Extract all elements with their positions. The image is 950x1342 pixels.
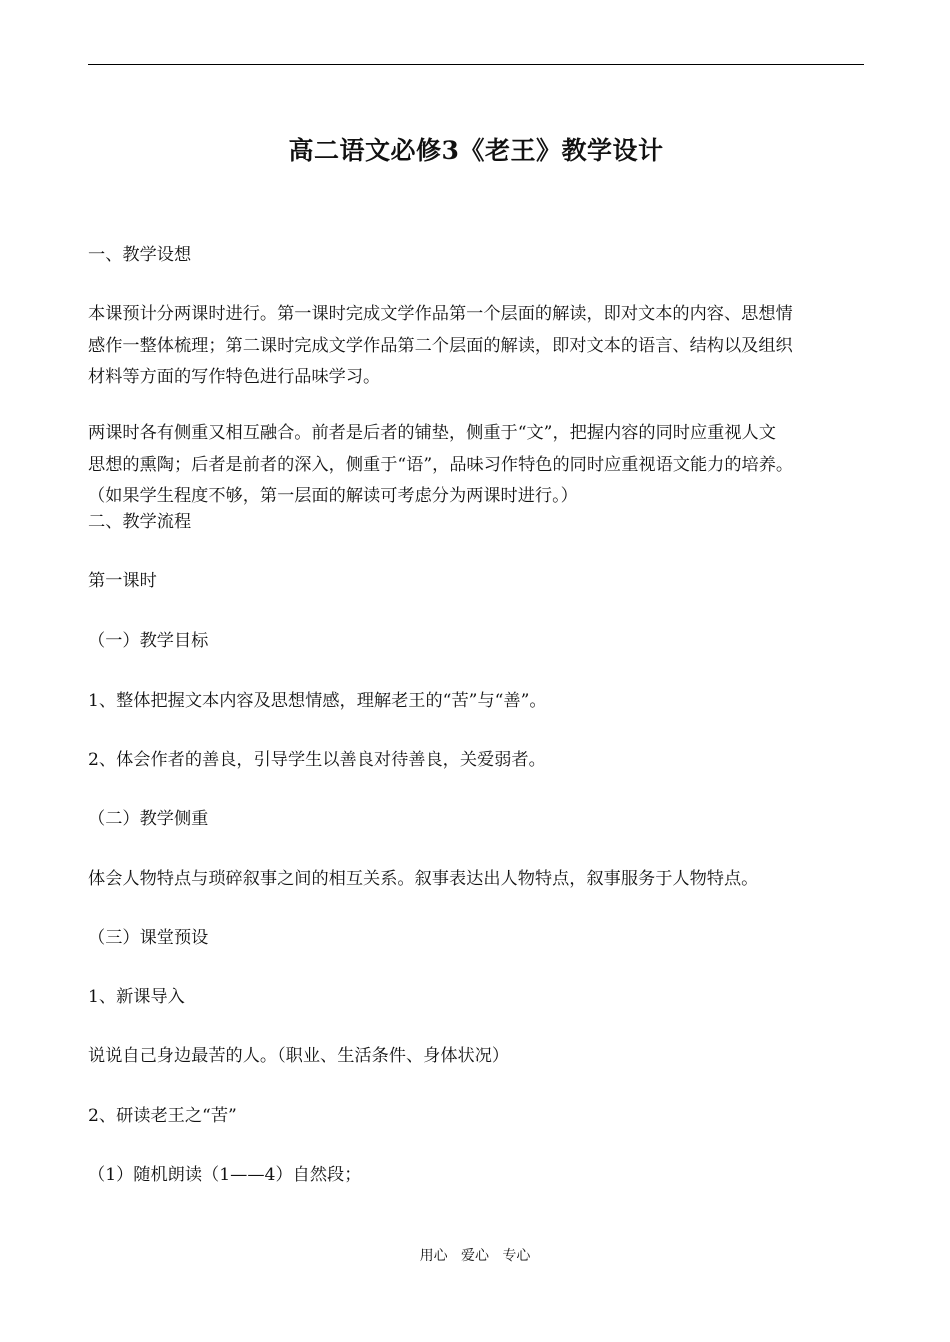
- paragraph-line: 思想的熏陶；后者是前者的深入，侧重于“语”，品味习作特色的同时应重视语文能力的培养。: [88, 454, 794, 475]
- section-heading-teaching-flow: 二、教学流程: [88, 512, 192, 532]
- paragraph-line: 本课预计分两课时进行。第一课时完成文学作品第一个层面的解读，即对文本的内容、思想情: [88, 304, 793, 324]
- step-1-heading: 1、新课导入: [88, 987, 185, 1007]
- goals-heading: （一）教学目标: [88, 631, 209, 651]
- step-1-text: 说说自己身边最苦的人。（职业、生活条件、身体状况）: [88, 1046, 510, 1066]
- preset-heading: （三）课堂预设: [88, 928, 209, 948]
- header-rule: [88, 64, 864, 65]
- goal-item-1: 1、整体把握文本内容及思想情感，理解老王的“苦”与“善”。: [88, 691, 547, 711]
- paragraph-line: 感作一整体梳理；第二课时完成文学作品第二个层面的解读，即对文本的语言、结构以及组织: [88, 335, 793, 356]
- section-heading-teaching-idea: 一、教学设想: [88, 245, 192, 265]
- step-2-heading: 2、研读老王之“苦”: [88, 1106, 237, 1126]
- lesson-one-heading: 第一课时: [88, 571, 157, 591]
- paragraph-two-lessons: [88, 418, 864, 513]
- paragraph-line: 两课时各有侧重又相互融合。前者是后者的铺垫，侧重于“文”，把握内容的同时应重视人文: [88, 423, 776, 443]
- paragraph-line: （如果学生程度不够，第一层面的解读可考虑分为两课时进行。）: [88, 486, 578, 506]
- focus-heading: （二）教学侧重: [88, 809, 209, 829]
- page-footer: 用心 爱心 专心: [419, 1248, 531, 1264]
- paragraph-lesson-plan: [88, 299, 864, 394]
- paragraph-line: 材料等方面的写作特色进行品味学习。: [88, 367, 381, 387]
- document-title: 高二语文必修3《老王》教学设计: [288, 136, 664, 165]
- focus-text: 体会人物特点与琐碎叙事之间的相互关系。叙事表达出人物特点，叙事服务于人物特点。: [88, 869, 759, 889]
- goal-item-2: 2、体会作者的善良，引导学生以善良对待善良，关爱弱者。: [88, 750, 546, 770]
- step-2-subitem-1: （1）随机朗读（1——4）自然段；: [88, 1165, 362, 1185]
